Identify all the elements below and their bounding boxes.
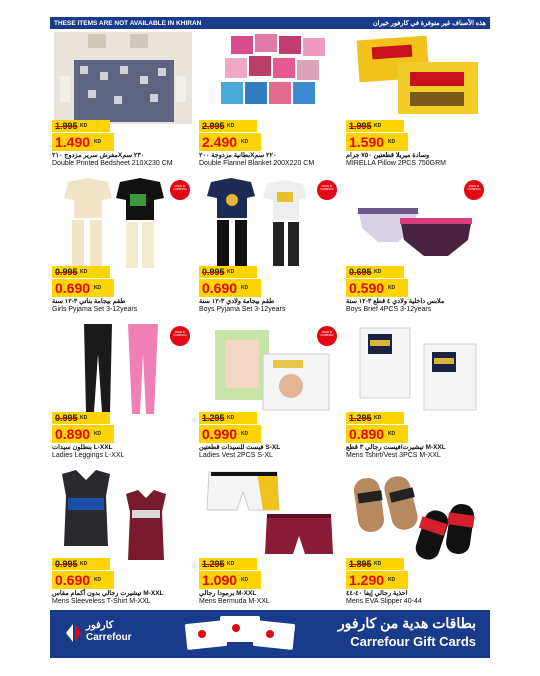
old-price: 0.995	[55, 267, 78, 277]
price-box: 1.295 $^{KD}$ 0.990 $^{KD}$	[199, 412, 261, 443]
not-available-en: THESE ITEMS ARE NOT AVAILABLE IN KHIRAN	[54, 19, 202, 27]
product-name-ar: احذية رجالي إيفا ٤٠-٤٤	[346, 590, 408, 597]
new-price: 2.490	[202, 134, 238, 150]
price-box: 1.995 $^{KD}$ 1.490 $^{KD}$	[52, 120, 114, 151]
price-box: 0.995 $^{KD}$ 0.690 $^{KD}$	[52, 558, 114, 589]
new-price: 0.690	[202, 280, 238, 296]
sleeveless-image	[54, 470, 192, 562]
carrefour-logo	[64, 620, 144, 648]
mens-tshirt-image	[348, 324, 486, 416]
product-name-en: Ladies Leggings L-XXL	[52, 452, 125, 459]
product-card-mens-tshirt[interactable]	[344, 322, 490, 467]
price-box: 1.995 $^{KD}$ 1.590 $^{KD}$	[346, 120, 408, 151]
product-name-ar: بنطلون سيدات L-XXL	[52, 444, 113, 451]
new-price: 0.890	[349, 426, 385, 442]
product-card-mens-slipper[interactable]	[344, 468, 490, 613]
blanket-image	[201, 32, 339, 124]
new-price: 1.490	[55, 134, 91, 150]
top-banner	[50, 17, 490, 29]
price-box: 0.995 $^{KD}$ 0.890 $^{KD}$	[52, 412, 114, 443]
product-card-pillow[interactable]	[344, 30, 490, 175]
old-price: 1.295	[202, 413, 225, 423]
old-price: 0.695	[349, 267, 372, 277]
gift-cards-title-en: Carrefour Gift Cards	[350, 634, 476, 649]
price-box: 0.995 $^{KD}$ 0.690 $^{KD}$	[52, 266, 114, 297]
price-box: 0.995 $^{KD}$ 0.690 $^{KD}$	[199, 266, 261, 297]
product-name-ar: طقم بيجامة ولادي ٣-١٢ سنة	[199, 298, 275, 305]
price-box: 1.895 $^{KD}$ 1.290 $^{KD}$	[346, 558, 408, 589]
product-grid	[50, 30, 490, 610]
made-in-badge: MADE IN CAMBODIA	[317, 326, 337, 346]
product-card-mens-bermuda[interactable]	[197, 468, 343, 613]
product-card-mens-sleeveless[interactable]	[50, 468, 196, 613]
product-name-en: Ladies Vest 2PCS S-XL	[199, 452, 273, 459]
product-name-en: Mens Bermuda M-XXL	[199, 598, 270, 605]
old-price: 1.295	[202, 559, 225, 569]
product-name-ar: مفرش سرير مزدوج ٢١٠X٢٣٠ سم	[52, 152, 145, 159]
bedsheet-image	[54, 32, 192, 124]
product-name-en: Mens Tshirt/Vest 3PCS M-XXL	[346, 452, 441, 459]
carrefour-mark-icon	[64, 623, 82, 643]
price-box: 1.295 $^{KD}$ 1.090 $^{KD}$	[199, 558, 261, 589]
price-box: 1.295 $^{KD}$ 0.890 $^{KD}$	[346, 412, 408, 443]
old-price: 1.295	[349, 413, 372, 423]
product-name-en: Mens EVA Slipper 40-44	[346, 598, 422, 605]
logo-text-ar: كارفور	[86, 620, 114, 631]
product-name-ar: طقم بيجامة بناتي ٣-١٢ سنة	[52, 298, 126, 305]
product-card-bedsheet[interactable]	[50, 30, 196, 175]
product-card-ladies-vest[interactable]	[197, 322, 343, 467]
old-price: 2.995	[202, 121, 225, 131]
product-name-en: Mens Sleeveless T-Shirt M-XXL	[52, 598, 151, 605]
made-in-badge: MADE IN CAMBODIA	[464, 180, 484, 200]
slipper-image	[348, 470, 486, 562]
old-price: 1.995	[349, 121, 372, 131]
logo-text-en: Carrefour	[86, 632, 132, 643]
price-box: 2.995 $^{KD}$ 2.490 $^{KD}$	[199, 120, 261, 151]
gift-cards-image	[180, 614, 300, 654]
new-price: 1.290	[349, 572, 385, 588]
product-name-ar: تيشيرت رجالي بدون أكمام مقاس M-XXL	[52, 590, 164, 597]
old-price: 0.995	[202, 267, 225, 277]
product-name-ar: بطانية مزدوجة ٢٠٠X٢٢٠ سم	[199, 152, 277, 159]
product-name-ar: وسادة ميريلا قطعتين ٧٥٠ جرام	[346, 152, 430, 159]
new-price: 0.590	[349, 280, 385, 296]
made-in-badge: MADE IN CAMBODIA	[170, 326, 190, 346]
product-name-ar: تيشيرت/فيست رجالي ٣ قطع M-XXL	[346, 444, 446, 451]
product-card-boys-brief[interactable]	[344, 176, 490, 321]
product-name-ar: ملابس داخلية ولادي ٤ قطع ٣-١٢ سنة	[346, 298, 445, 305]
product-card-ladies-leggings[interactable]	[50, 322, 196, 467]
bermuda-image	[201, 470, 339, 562]
not-available-ar: هذه الأصناف غير متوفرة في كارفور خيران	[372, 20, 486, 27]
gift-cards-title-ar: بطاقات هدية من كارفور	[337, 615, 476, 631]
product-name-en: MIRELLA Pillow 2PCS 750GRM	[346, 160, 446, 167]
new-price: 0.690	[55, 572, 91, 588]
product-name-ar: برمودا رجالي M-XXL	[199, 590, 257, 597]
old-price: 0.995	[55, 559, 78, 569]
old-price: 1.995	[55, 121, 78, 131]
new-price: 1.090	[202, 572, 238, 588]
made-in-badge: MADE IN CAMBODIA	[170, 180, 190, 200]
product-name-en: Double Flannel Blanket 200X220 CM	[199, 160, 315, 167]
new-price: 0.890	[55, 426, 91, 442]
gift-card-banner[interactable]	[50, 610, 490, 658]
price-box: 0.695 $^{KD}$ 0.590 $^{KD}$	[346, 266, 408, 297]
old-price: 0.995	[55, 413, 78, 423]
product-card-boys-pyjama[interactable]	[197, 176, 343, 321]
new-price: 0.990	[202, 426, 238, 442]
new-price: 0.690	[55, 280, 91, 296]
new-price: 1.590	[349, 134, 385, 150]
product-name-en: Boys Brief 4PCS 3-12years	[346, 306, 432, 313]
product-name-ar: فيست للسيدات قطعتين S-XL	[199, 444, 281, 451]
pillow-image	[348, 32, 486, 124]
product-name-en: Boys Pyjama Set 3-12years	[199, 306, 286, 313]
product-card-girls-pyjama[interactable]	[50, 176, 196, 321]
old-price: 1.895	[349, 559, 372, 569]
product-name-en: Girls Pyjama Set 3-12years	[52, 306, 138, 313]
product-card-blanket[interactable]	[197, 30, 343, 175]
product-name-en: Double Printed Bedsheet 210X230 CM	[52, 160, 173, 167]
made-in-badge: MADE IN CAMBODIA	[317, 180, 337, 200]
